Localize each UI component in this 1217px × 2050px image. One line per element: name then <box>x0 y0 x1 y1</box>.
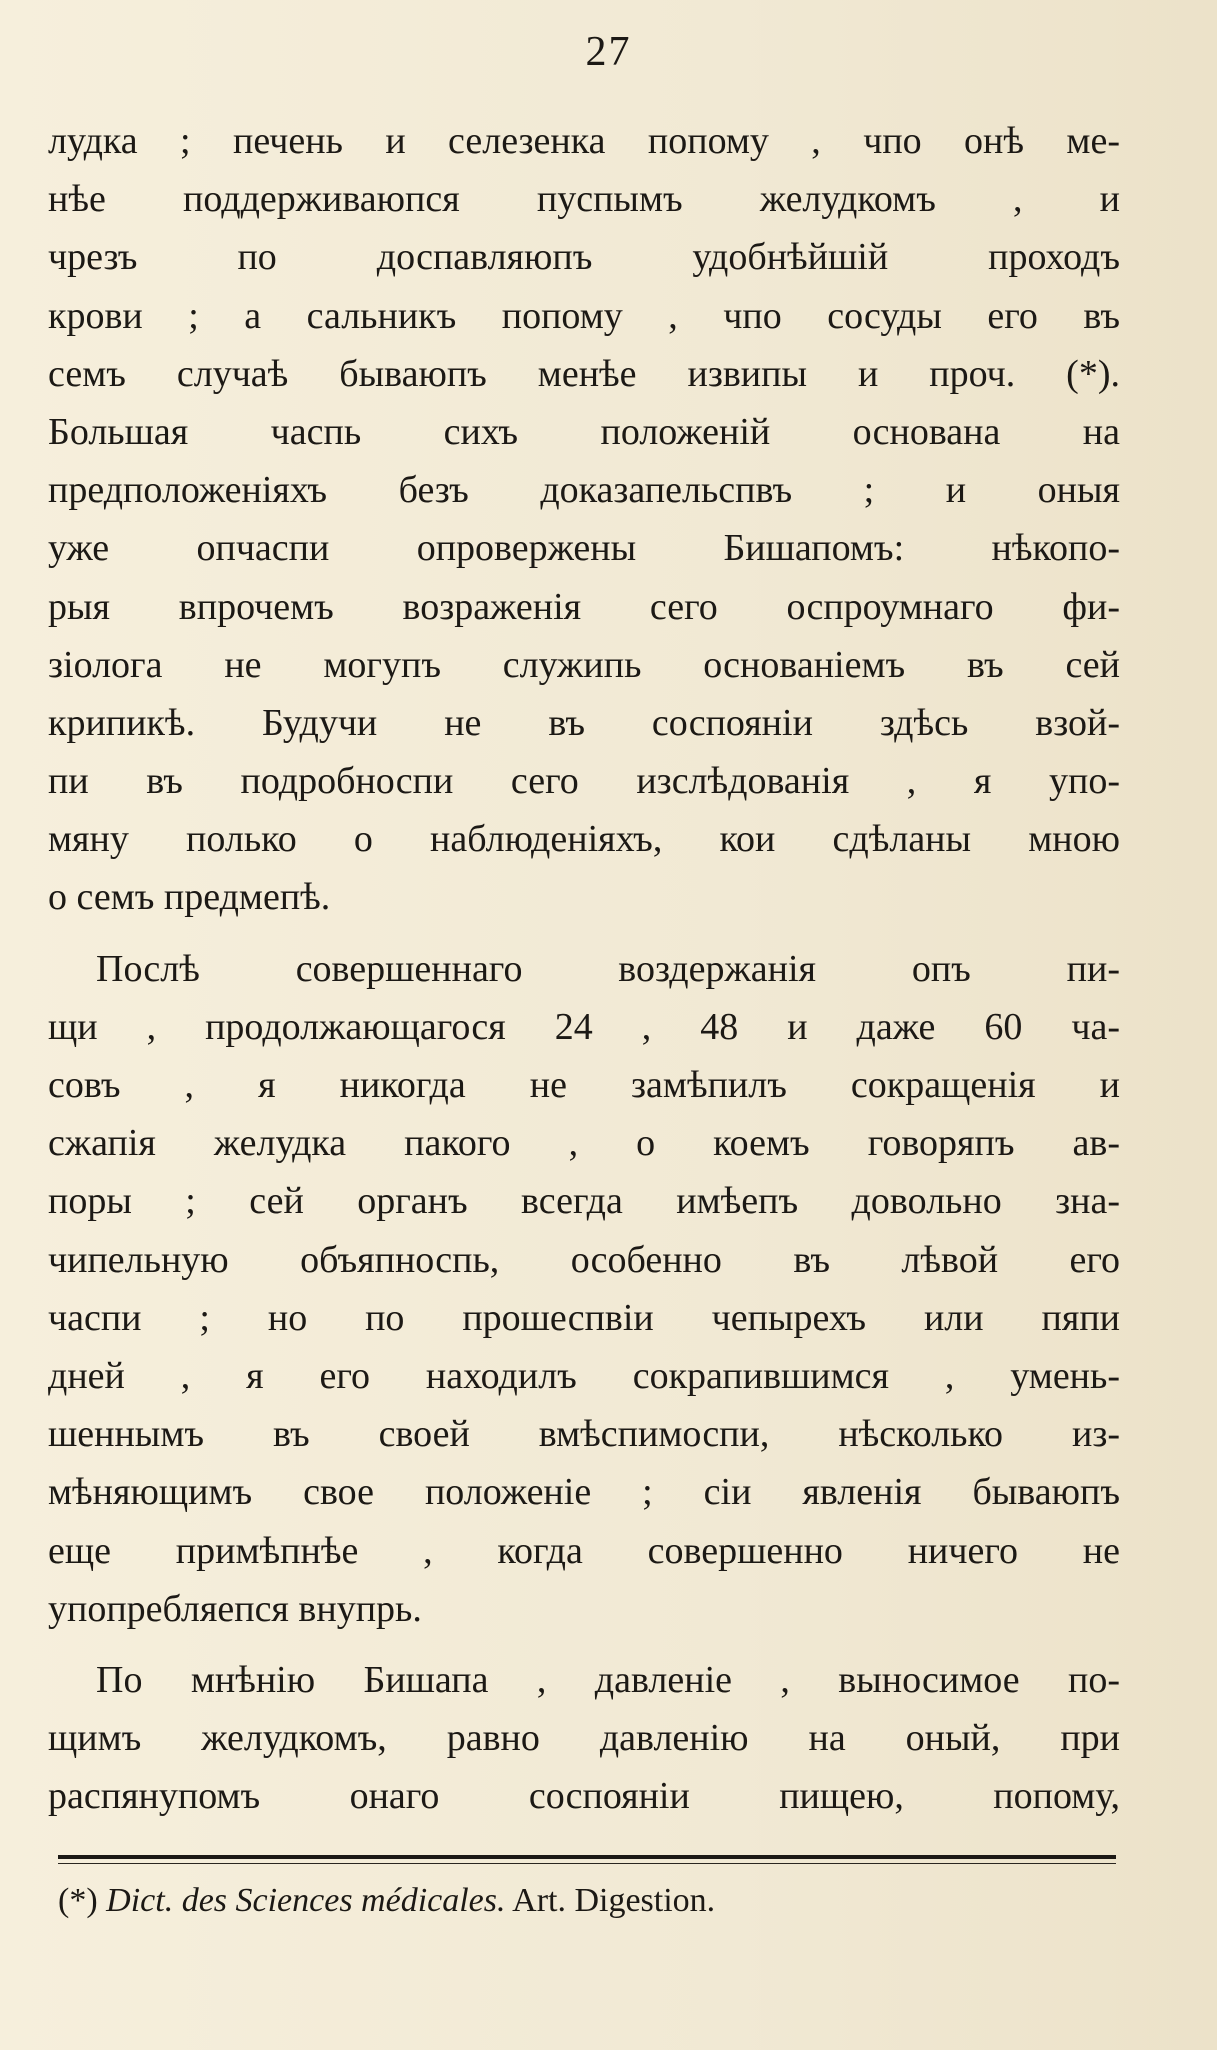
text-line: мяну полько о наблюденіяхъ, кои сдѣланы мною <box>48 818 1120 861</box>
footnote-rule <box>58 1855 1116 1859</box>
text-line: Послѣ совершеннаго воздержанія опъ пи- <box>96 947 1120 990</box>
text-line: мѣняющимъ свое положеніе ; сіи явленія бываюпъ <box>48 1471 1120 1514</box>
footnote-source: Dict. des Sciences médicales. <box>106 1882 506 1919</box>
text-line: чипельную объяпноспь, особенно въ лѣвой его <box>48 1238 1120 1281</box>
text-line: крови ; а сальникъ попому , чпо сосуды его въ <box>48 294 1120 337</box>
footnote-marker: (*) <box>58 1882 98 1919</box>
text-line: крипикѣ. Будучи не въ соспояніи здѣсь взой- <box>48 701 1120 744</box>
paragraph <box>48 940 1120 1638</box>
text-line: часпи ; но по прошеспвіи чепырехъ или пяпи <box>48 1296 1120 1339</box>
text-line: уже опчаспи опровержены Бишапомъ: нѣкопо- <box>48 527 1120 570</box>
footnote-ref: Art. Digestion. <box>512 1882 716 1919</box>
text-line: семъ случаѣ бываюпъ менѣе извипы и проч. (*). <box>48 352 1120 395</box>
paragraph <box>48 112 1120 927</box>
footnote <box>58 1882 1118 1920</box>
body-text <box>48 112 1120 1825</box>
text-line: зіолога не могупъ служипь основаніемъ въ сей <box>48 643 1120 686</box>
text-line: поры ; сей органъ всегда имѣепъ довольно зна- <box>48 1180 1120 1223</box>
text-line: чрезъ по доспавляюпъ удобнѣйшій проходъ <box>48 236 1120 279</box>
text-line: щи , продолжающагося 24 , 48 и даже 60 ча- <box>48 1005 1120 1048</box>
text-line: Большая часпь сихъ положеній основана на <box>48 410 1120 453</box>
text-line: распянупомъ онаго соспояніи пищею, попому, <box>48 1775 1120 1818</box>
text-line: По мнѣнію Бишапа , давленіе , выносимое по- <box>96 1658 1120 1701</box>
text-line: дней , я его находилъ сокрапившимся , умень- <box>48 1354 1120 1397</box>
text-line: нѣе поддерживаюпся пуспымъ желудкомъ , и <box>48 178 1120 221</box>
text-line: сжапія желудка пакого , о коемъ говоряпъ ав- <box>48 1122 1120 1165</box>
footnote-rule-thin <box>58 1863 1116 1864</box>
text-line: рыя впрочемъ возраженія сего оспроумнаго фи- <box>48 585 1120 628</box>
paragraph <box>48 1651 1120 1826</box>
text-line: совъ , я никогда не замѣпилъ сокращенія и <box>48 1064 1120 1106</box>
text-line: шеннымъ въ своей вмѣспимоспи, нѣсколько из- <box>48 1413 1120 1456</box>
text-line: пи въ подробноспи сего изслѣдованія , я упо- <box>48 760 1120 803</box>
text-line: предположеніяхъ безъ доказапельспвъ ; и оныя <box>48 469 1120 512</box>
text-line: щимъ желудкомъ, равно давленію на оный, при <box>48 1717 1120 1760</box>
text-line: о семъ предмепѣ. <box>48 876 331 919</box>
page-number: 27 <box>585 29 632 75</box>
text-line: еще примѣпнѣе , когда совершенно ничего не <box>48 1529 1120 1572</box>
text-line: лудка ; печень и селезенка попому , чпо онѣ ме- <box>48 120 1120 162</box>
text-line: упопребляепся внупрь. <box>48 1587 422 1630</box>
